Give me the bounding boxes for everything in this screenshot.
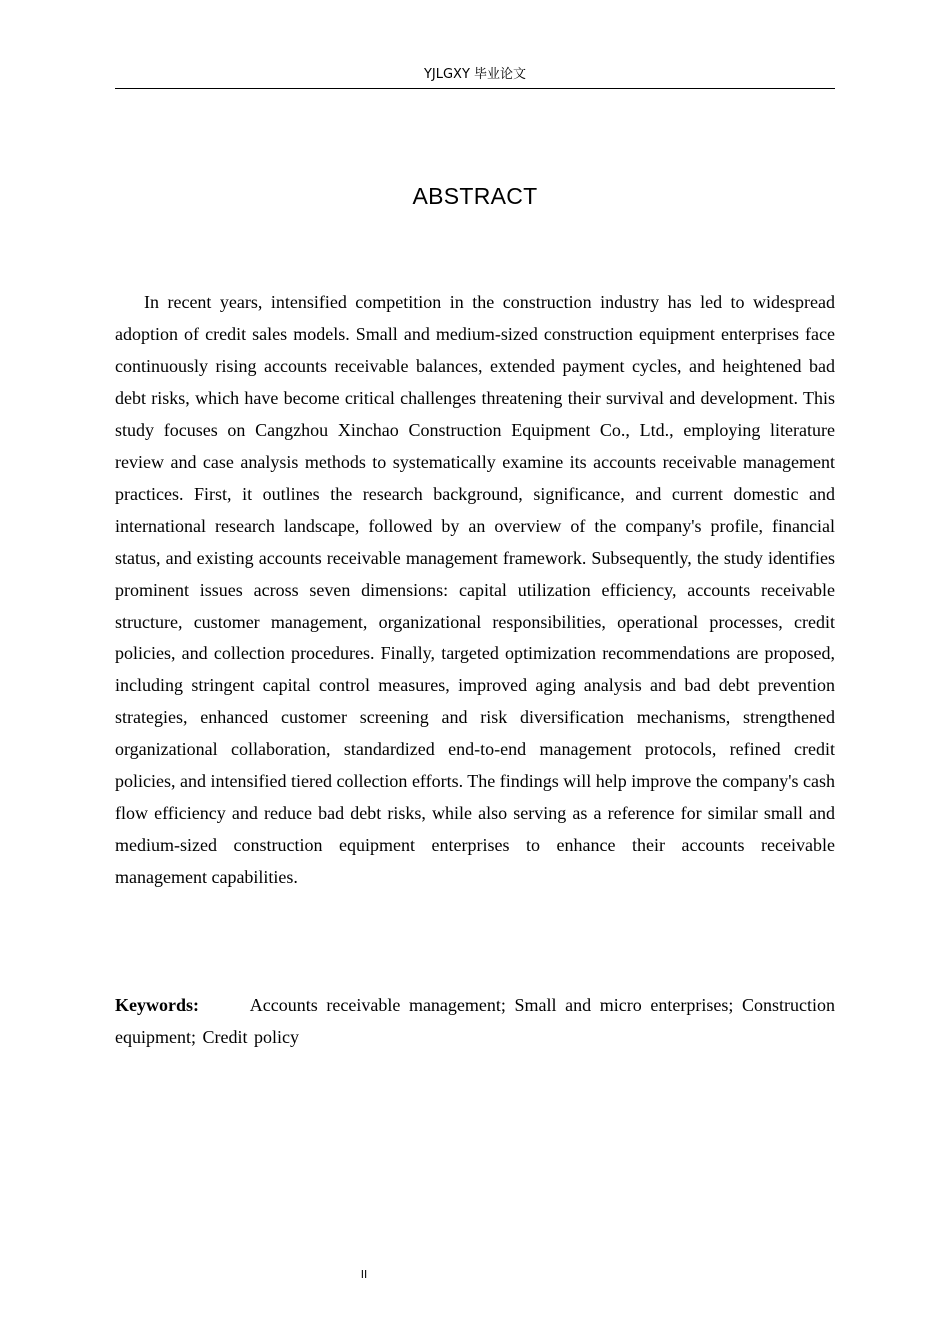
keywords-gap xyxy=(199,995,250,1015)
abstract-title: ABSTRACT xyxy=(412,183,538,209)
abstract-body: In recent years, intensified competition in the construction industry has led to widespread adoption of credit sales models. Small and medium-sized construction equipment enterprises face continuously rising accounts receivable balances, extended payment cycles, and heightened bad debt risks, which have become critical challenges threatening their survival and development. This study focuses on Cangzhou Xinchao Construction Equipment Co., Ltd., employing literature review and case analysis methods to systematically examine its accounts receivable management practices. First, it outlines the research background, significance, and current domestic and international research landscape, followed by an overview of the company's profile, financial status, and existing accounts receivable management framework. Subsequently, the study identifies prominent issues across seven dimensions: capital utilization efficiency, accounts receivable structure, customer management, organizational responsibilities, operational processes, credit policies, and collection procedures. Finally, targeted optimization recommendations are proposed, including stringent capital control measures, improved aging analysis and bad debt prevention strategies, enhanced customer screening and risk diversification mechanisms, strengthened organizational collaboration, standardized end-to-end management protocols, refined credit policies, and intensified tiered collection efforts. The findings will help improve the company's cash flow efficiency and reduce bad debt risks, while also serving as a reference for similar small and medium-sized construction equipment enterprises to enhance their accounts receivable management capabilities. xyxy=(115,292,835,888)
keywords-text: Accounts receivable management; Small and micro enterprises; Construction equipment; Credit policy xyxy=(115,995,835,1047)
keywords-label: Keywords: xyxy=(115,995,199,1015)
header-rule xyxy=(115,88,835,89)
running-header: YJLGXY 毕业论文 xyxy=(423,67,527,82)
keywords-paragraph xyxy=(115,990,835,1053)
page-number: II xyxy=(360,1268,368,1281)
